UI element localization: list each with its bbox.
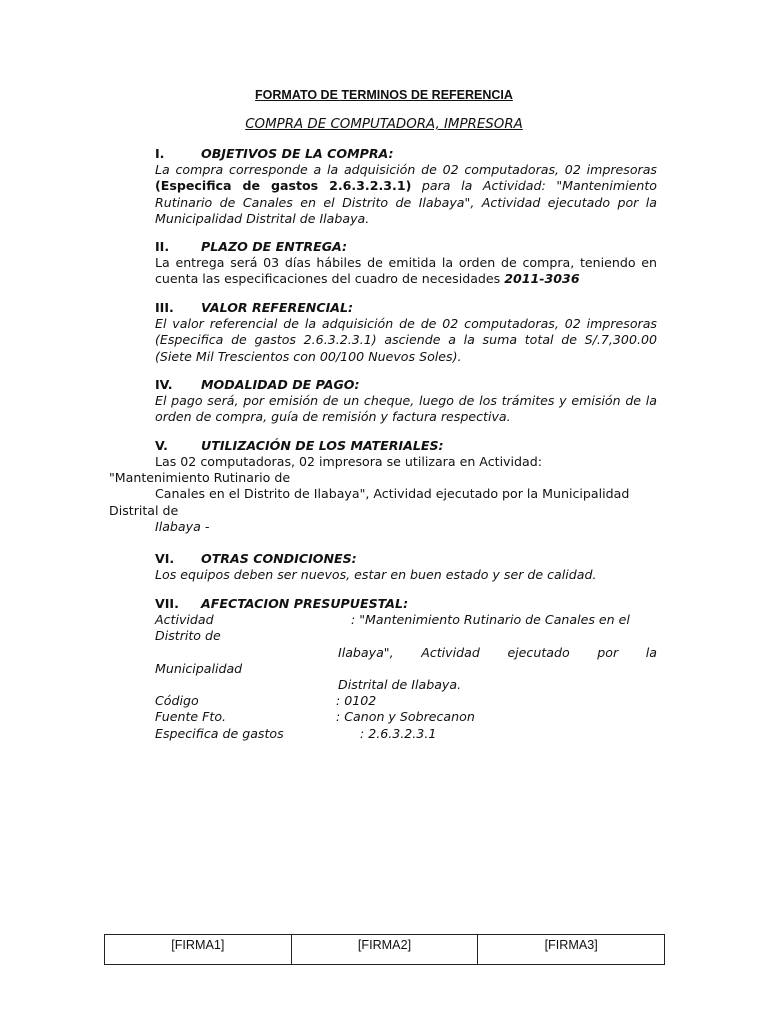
section-valor [155,300,657,365]
section-heading: V. UTILIZACIÓN DE LOS MATERIALES: [155,438,444,453]
section-plazo [155,239,657,288]
fuente-label: Fuente Fto. [155,709,227,725]
section-body: Los equipos deben ser nuevos, estar en buen estado y ser de calidad. [155,567,597,583]
actividad-label: Actividad [155,612,214,628]
signature-cell-2: [FIRMA2] [291,935,478,965]
section-body: El pago será, por emisión de un cheque, luego de los trámites y emisión de la orden de compra, guía de remisión y factura respectiva. [155,393,657,425]
section-heading: VI. OTRAS CONDICIONES: [155,551,357,566]
section-body: La compra corresponde a la adquisición de 02 computadoras, 02 impresoras (Especifica de gastos 2.6.3.2.3.1) para la Actividad: "Mantenimiento Rutinario de Canales en el Distrito de Ilabaya", Actividad ejecutado por la Municipalidad Distrital de Ilabaya. [155,162,657,226]
section-heading: VII. AFECTACION PRESUPUESTAL: [155,596,409,611]
section-utilizacion [155,438,657,454]
section-objetivos [155,146,657,227]
document-title: FORMATO DE TERMINOS DE REFERENCIA [255,88,513,102]
section-heading: III. VALOR REFERENCIAL: [155,300,354,315]
section-body: La entrega será 03 días hábiles de emitida la orden de compra, teniendo en cuenta las especificaciones del cuadro de necesidades 2011-3036 [155,255,657,287]
signature-cell-1: [FIRMA1] [105,935,292,965]
signature-table [104,934,665,965]
codigo-value: : 0102 [336,693,377,709]
codigo-label: Código [155,693,199,709]
actividad-value: : "Mantenimiento Rutinario de Canales en el [351,612,630,628]
section-otras [155,551,657,583]
section-heading: IV. MODALIDAD DE PAGO: [155,377,360,392]
document-subtitle: COMPRA DE COMPUTADORA, IMPRESORA [245,117,523,132]
section-body: El valor referencial de la adquisición de de 02 computadoras, 02 impresoras (Especifica de gastos 2.6.3.2.3.1) asciende a la suma total de S/.7,300.00 (Siete Mil Trescientos con 00/100 Nuevos Soles). [155,316,657,364]
fuente-value: : Canon y Sobrecanon [336,709,475,725]
especifica-label: Especifica de gastos [155,725,284,741]
section-afectacion [155,596,657,742]
section-body: Las 02 computadoras, 02 impresora se utilizara en Actividad: "Mantenimiento Rutinario de Canales en el Distrito de Ilabaya", Actividad ejecutado por la Municipalidad Distrital de Ilabaya - [109,454,630,534]
section-modalidad [155,377,657,426]
section-heading: I. OBJETIVOS DE LA COMPRA: [155,146,394,161]
section-heading: II. PLAZO DE ENTREGA: [155,239,348,254]
especifica-value: : 2.6.3.2.3.1 [360,725,437,741]
signature-cell-3: [FIRMA3] [478,935,665,965]
afectacion-body: Actividad : "Mantenimiento Rutinario de Canales en el Distrito de Ilabaya", Actividad ejecutado por la Municipalidad Distrital de Ilabaya. Código : 0102 Fuente Fto. : Canon y Sobrecanon Especifica de gastos : 2.6.3.2.3.1 [155,612,657,741]
